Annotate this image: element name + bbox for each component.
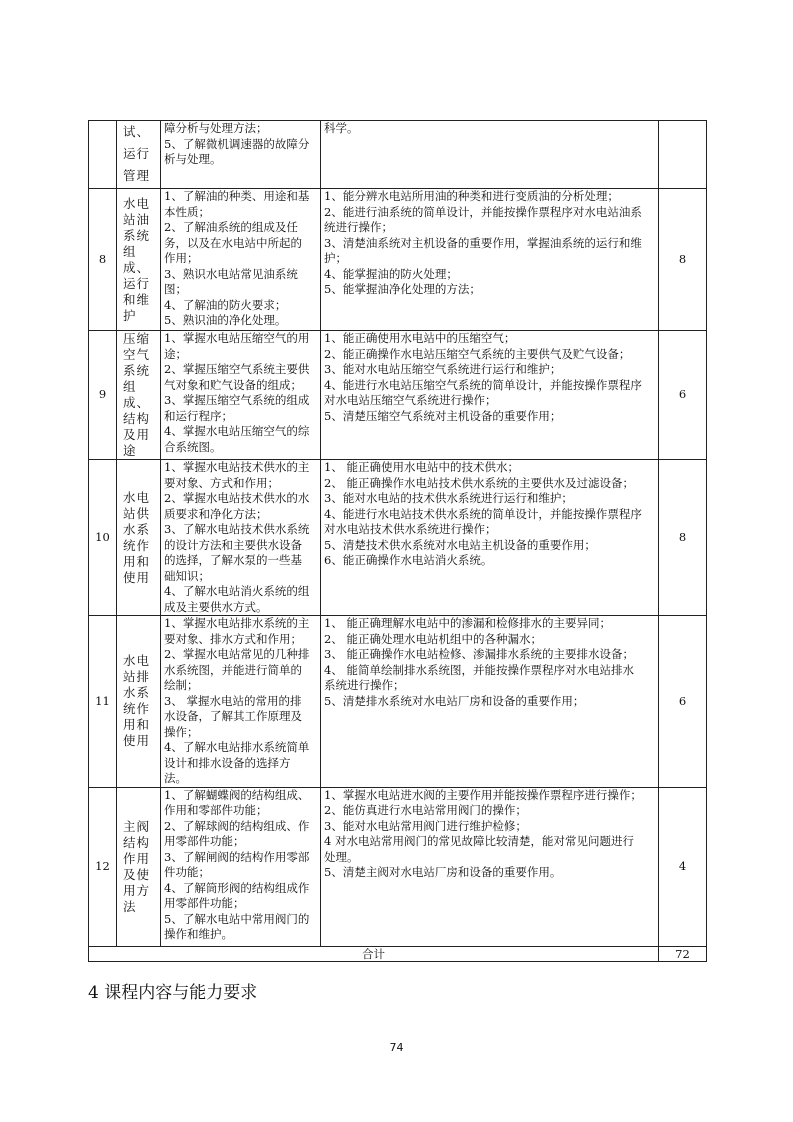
unit-name bbox=[117, 460, 161, 616]
knowledge-requirements-line: 用零部件功能； bbox=[164, 896, 245, 910]
total-label: 合计 bbox=[89, 946, 659, 961]
unit-name bbox=[117, 121, 161, 189]
ability-requirements-line: 2、能进行油系统的简单设计，并能按操作票程序对水电站油系 bbox=[324, 204, 642, 219]
ability-requirements-line: 2、 能正确处理水电站机组中的各种漏水； bbox=[324, 631, 542, 646]
ability-requirements-line: 1、掌握水电站进水阀的主要作用并能按操作票程序进行操作； bbox=[324, 787, 642, 802]
ability-requirements-line: 3、 能正确操作水电站检修、渗漏排水系统的主要排水设备； bbox=[324, 647, 634, 661]
ability-requirements bbox=[321, 616, 659, 788]
knowledge-requirements-line: 作用； bbox=[164, 251, 199, 265]
knowledge-requirements-line: 和运行程序； bbox=[164, 408, 233, 423]
knowledge-requirements-line: 2、掌握水电站技术供水的水 bbox=[164, 491, 310, 505]
knowledge-requirements-line: 1、掌握水电站压缩空气的用 bbox=[164, 331, 310, 345]
unit-name-line: 结构 bbox=[123, 411, 151, 426]
ability-requirements bbox=[321, 121, 659, 189]
knowledge-requirements-line: 3、 掌握水电站的常用的排 bbox=[164, 693, 302, 708]
course-schedule-table bbox=[88, 120, 707, 962]
knowledge-requirements-line: 务，以及在水电站中所起的 bbox=[164, 235, 302, 250]
row-number: 10 bbox=[89, 460, 117, 616]
unit-name-line: 系统 bbox=[123, 227, 151, 243]
ability-requirements-line: 1、 能正确理解水电站中的渗漏和检修排水的主要异同； bbox=[324, 616, 611, 630]
knowledge-requirements bbox=[161, 616, 321, 788]
knowledge-requirements-line: 的选择，了解水泵的一些基 bbox=[164, 553, 302, 567]
section-heading: 4 课程内容与能力要求 bbox=[88, 983, 258, 1003]
ability-requirements-line: 4、能进行水电站技术供水系统的简单设计，并能按操作票程序 bbox=[324, 506, 642, 521]
ability-requirements-line: 3、能对水电站压缩空气系统进行运行和维护； bbox=[324, 362, 562, 376]
knowledge-requirements-line: 3、熟识水电站常见油系统 bbox=[164, 266, 298, 281]
unit-name-line: 用方 bbox=[123, 882, 151, 898]
unit-name-line: 水电 bbox=[123, 195, 151, 211]
row-number: 9 bbox=[89, 331, 117, 460]
unit-name bbox=[117, 787, 161, 946]
knowledge-requirements-line: 3、了解水电站技术供水系统 bbox=[164, 522, 310, 536]
ability-requirements-line: 处理。 bbox=[324, 849, 359, 864]
unit-name bbox=[117, 331, 161, 460]
unit-name-line: 法 bbox=[123, 898, 137, 914]
unit-name-line: 水系 bbox=[123, 685, 151, 701]
table-row bbox=[89, 121, 707, 189]
knowledge-requirements-line: 1、掌握水电站排水系统的主 bbox=[164, 616, 310, 630]
total-row bbox=[89, 946, 707, 961]
knowledge-requirements-line: 图； bbox=[164, 282, 187, 296]
unit-name-line: 站排 bbox=[123, 669, 151, 685]
knowledge-requirements-line: 析与处理。 bbox=[164, 152, 222, 166]
row-hours bbox=[659, 121, 707, 189]
knowledge-requirements-line: 础知识； bbox=[164, 568, 210, 583]
knowledge-requirements-line: 绘制； bbox=[164, 678, 199, 692]
knowledge-requirements-line: 5、了解水电站中常用阀门的 bbox=[164, 911, 310, 926]
table-row bbox=[89, 331, 707, 460]
unit-name-line: 水系 bbox=[123, 521, 151, 537]
ability-requirements-line: 5、清楚技术供水系统对水电站主机设备的重要作用； bbox=[324, 537, 596, 552]
unit-name-line: 护 bbox=[123, 307, 137, 323]
knowledge-requirements bbox=[161, 121, 321, 189]
knowledge-requirements-line: 1、了解油的种类、用途和基 bbox=[164, 189, 310, 203]
total-hours: 72 bbox=[659, 946, 707, 961]
unit-name-line: 使用 bbox=[123, 569, 151, 585]
unit-name-line: 运行 bbox=[123, 275, 151, 291]
ability-requirements bbox=[321, 189, 659, 331]
knowledge-requirements-line: 2、了解球阀的结构组成、作 bbox=[164, 818, 310, 833]
ability-requirements-line: 4、能掌握油的防火处理； bbox=[324, 266, 458, 281]
ability-requirements-line: 3、能对水电站的技术供水系统进行运行和维护； bbox=[324, 491, 573, 505]
ability-requirements bbox=[321, 331, 659, 460]
ability-requirements-line: 6、能正确操作水电站消火系统。 bbox=[324, 553, 493, 567]
knowledge-requirements-line: 4、了解筒形阀的结构组成作 bbox=[164, 880, 310, 895]
row-hours: 4 bbox=[659, 787, 707, 946]
ability-requirements-line: 4 对水电站常用阀门的常见故障比较清楚，能对常见问题进行 bbox=[324, 834, 634, 848]
knowledge-requirements-line: 合系统图。 bbox=[164, 439, 222, 454]
row-hours: 8 bbox=[659, 460, 707, 616]
ability-requirements-line: 5、清楚主阀对水电站厂房和设备的重要作用。 bbox=[324, 865, 562, 879]
knowledge-requirements bbox=[161, 189, 321, 331]
table-row bbox=[89, 460, 707, 616]
knowledge-requirements-line: 1、掌握水电站技术供水的主 bbox=[164, 460, 310, 474]
unit-name-line: 运行 bbox=[123, 146, 151, 161]
unit-name-line: 作用 bbox=[123, 850, 151, 866]
ability-requirements bbox=[321, 787, 659, 946]
ability-requirements-line: 系统进行操作； bbox=[324, 678, 405, 692]
knowledge-requirements-line: 2、了解油系统的组成及任 bbox=[164, 220, 298, 234]
knowledge-requirements bbox=[161, 331, 321, 460]
unit-name-line: 途 bbox=[123, 443, 137, 458]
ability-requirements-line: 2、能仿真进行水电站常用阀门的操作； bbox=[324, 803, 527, 817]
knowledge-requirements-line: 途； bbox=[164, 346, 187, 361]
unit-name-line: 水电 bbox=[123, 489, 151, 505]
knowledge-requirements bbox=[161, 787, 321, 946]
ability-requirements-line: 科学。 bbox=[324, 121, 359, 135]
knowledge-requirements-line: 3、掌握压缩空气系统的组成 bbox=[164, 393, 310, 407]
row-hours: 6 bbox=[659, 616, 707, 788]
ability-requirements bbox=[321, 460, 659, 616]
row-number: 8 bbox=[89, 189, 117, 331]
knowledge-requirements-line: 4、了解油的防火要求； bbox=[164, 297, 287, 312]
row-number: 11 bbox=[89, 616, 117, 788]
knowledge-requirements-line: 设计和排水设备的选择方 bbox=[164, 755, 291, 770]
knowledge-requirements-line: 5、熟识油的净化处理。 bbox=[164, 313, 287, 327]
knowledge-requirements-line: 3、了解闸阀的结构作用零部 bbox=[164, 849, 310, 864]
unit-name-line: 用和 bbox=[123, 717, 151, 733]
ability-requirements-line: 5、清楚排水系统对水电站厂房和设备的重要作用； bbox=[324, 693, 585, 708]
page-number: 74 bbox=[389, 1041, 404, 1054]
ability-requirements-line: 2、能正确操作水电站压缩空气系统的主要供气及贮气设备； bbox=[324, 346, 631, 361]
knowledge-requirements-line: 要对象、排水方式和作用； bbox=[164, 631, 302, 646]
ability-requirements-line: 2、 能正确操作水电站技术供水系统的主要供水及过滤设备； bbox=[324, 475, 634, 490]
unit-name bbox=[117, 189, 161, 331]
row-hours: 6 bbox=[659, 331, 707, 460]
table-row bbox=[89, 189, 707, 331]
row-number bbox=[89, 121, 117, 189]
unit-name-line: 统作 bbox=[123, 537, 151, 553]
ability-requirements-line: 统进行操作； bbox=[324, 220, 393, 234]
knowledge-requirements-line: 4、了解水电站消火系统的组 bbox=[164, 584, 310, 598]
unit-name-line: 统作 bbox=[123, 701, 151, 717]
table-row bbox=[89, 616, 707, 788]
unit-name-line: 空气 bbox=[123, 347, 151, 362]
knowledge-requirements bbox=[161, 460, 321, 616]
unit-name-line: 管理 bbox=[123, 168, 151, 183]
ability-requirements-line: 3、能对水电站常用阀门进行维护检修； bbox=[324, 818, 527, 833]
unit-name-line: 系统 bbox=[123, 363, 151, 378]
knowledge-requirements-line: 水系统图，并能进行简单的 bbox=[164, 662, 302, 677]
unit-name-line: 和维 bbox=[123, 291, 151, 307]
knowledge-requirements-line: 气对象和贮气设备的组成； bbox=[164, 377, 302, 392]
unit-name-line: 成、 bbox=[123, 259, 151, 275]
ability-requirements-line: 1、 能正确使用水电站中的技术供水； bbox=[324, 460, 519, 474]
knowledge-requirements-line: 操作和维护。 bbox=[164, 927, 233, 941]
ability-requirements-line: 1、能正确使用水电站中的压缩空气； bbox=[324, 331, 516, 345]
knowledge-requirements-line: 作用和零部件功能； bbox=[164, 803, 268, 817]
row-number: 12 bbox=[89, 787, 117, 946]
knowledge-requirements-line: 水设备，了解其工作原理及 bbox=[164, 709, 302, 723]
knowledge-requirements-line: 障分析与处理方法； bbox=[164, 121, 268, 135]
table-row bbox=[89, 787, 707, 946]
ability-requirements-line: 4、 能简单绘制排水系统图，并能按操作票程序对水电站排水 bbox=[324, 662, 634, 677]
knowledge-requirements-line: 质要求和净化方法； bbox=[164, 506, 268, 521]
unit-name-line: 及用 bbox=[123, 427, 151, 442]
unit-name-line: 组 bbox=[123, 379, 137, 394]
knowledge-requirements-line: 本性质； bbox=[164, 204, 210, 219]
knowledge-requirements-line: 法。 bbox=[164, 771, 187, 785]
unit-name-line: 压缩 bbox=[123, 331, 151, 346]
ability-requirements-line: 3、清楚油系统对主机设备的重要作用，掌握油系统的运行和维 bbox=[324, 235, 642, 250]
knowledge-requirements-line: 2、掌握水电站常见的几种排 bbox=[164, 647, 310, 661]
ability-requirements-line: 4、能进行水电站压缩空气系统的简单设计，并能按操作票程序 bbox=[324, 377, 642, 392]
knowledge-requirements-line: 要对象、方式和作用； bbox=[164, 475, 279, 490]
knowledge-requirements-line: 操作； bbox=[164, 724, 199, 739]
knowledge-requirements-line: 的设计方法和主要供水设备 bbox=[164, 537, 302, 552]
ability-requirements-line: 5、能掌握油净化处理的方法； bbox=[324, 282, 481, 296]
knowledge-requirements-line: 1、了解蝴蝶阀的结构组成、 bbox=[164, 787, 310, 802]
knowledge-requirements-line: 用零部件功能； bbox=[164, 834, 245, 848]
row-hours: 8 bbox=[659, 189, 707, 331]
unit-name-line: 使用 bbox=[123, 733, 151, 749]
knowledge-requirements-line: 5、了解微机调速器的故障分 bbox=[164, 136, 310, 151]
unit-name-line: 结构 bbox=[123, 834, 151, 850]
unit-name-line: 成、 bbox=[123, 395, 151, 410]
unit-name bbox=[117, 616, 161, 788]
unit-name-line: 及使 bbox=[123, 866, 151, 882]
ability-requirements-line: 1、能分辨水电站所用油的种类和进行变质油的分析处理； bbox=[324, 189, 619, 203]
ability-requirements-line: 对水电站压缩空气系统进行操作； bbox=[324, 393, 497, 407]
unit-name-line: 站供 bbox=[123, 505, 151, 521]
ability-requirements-line: 5、清楚压缩空气系统对主机设备的重要作用； bbox=[324, 408, 562, 423]
knowledge-requirements-line: 2、掌握压缩空气系统主要供 bbox=[164, 362, 310, 376]
knowledge-requirements-line: 4、掌握水电站压缩空气的综 bbox=[164, 424, 310, 438]
unit-name-line: 主阀 bbox=[123, 818, 151, 834]
ability-requirements-line: 对水电站技术供水系统进行操作； bbox=[324, 522, 497, 536]
unit-name-line: 组 bbox=[123, 243, 137, 259]
knowledge-requirements-line: 成及主要供水方式。 bbox=[164, 599, 268, 614]
unit-name-line: 试、 bbox=[123, 124, 151, 139]
unit-name-line: 站油 bbox=[123, 211, 151, 227]
ability-requirements-line: 护； bbox=[324, 251, 347, 265]
knowledge-requirements-line: 件功能； bbox=[164, 865, 210, 879]
unit-name-line: 用和 bbox=[123, 553, 151, 569]
knowledge-requirements-line: 4、了解水电站排水系统简单 bbox=[164, 740, 310, 754]
unit-name-line: 水电 bbox=[123, 653, 151, 669]
